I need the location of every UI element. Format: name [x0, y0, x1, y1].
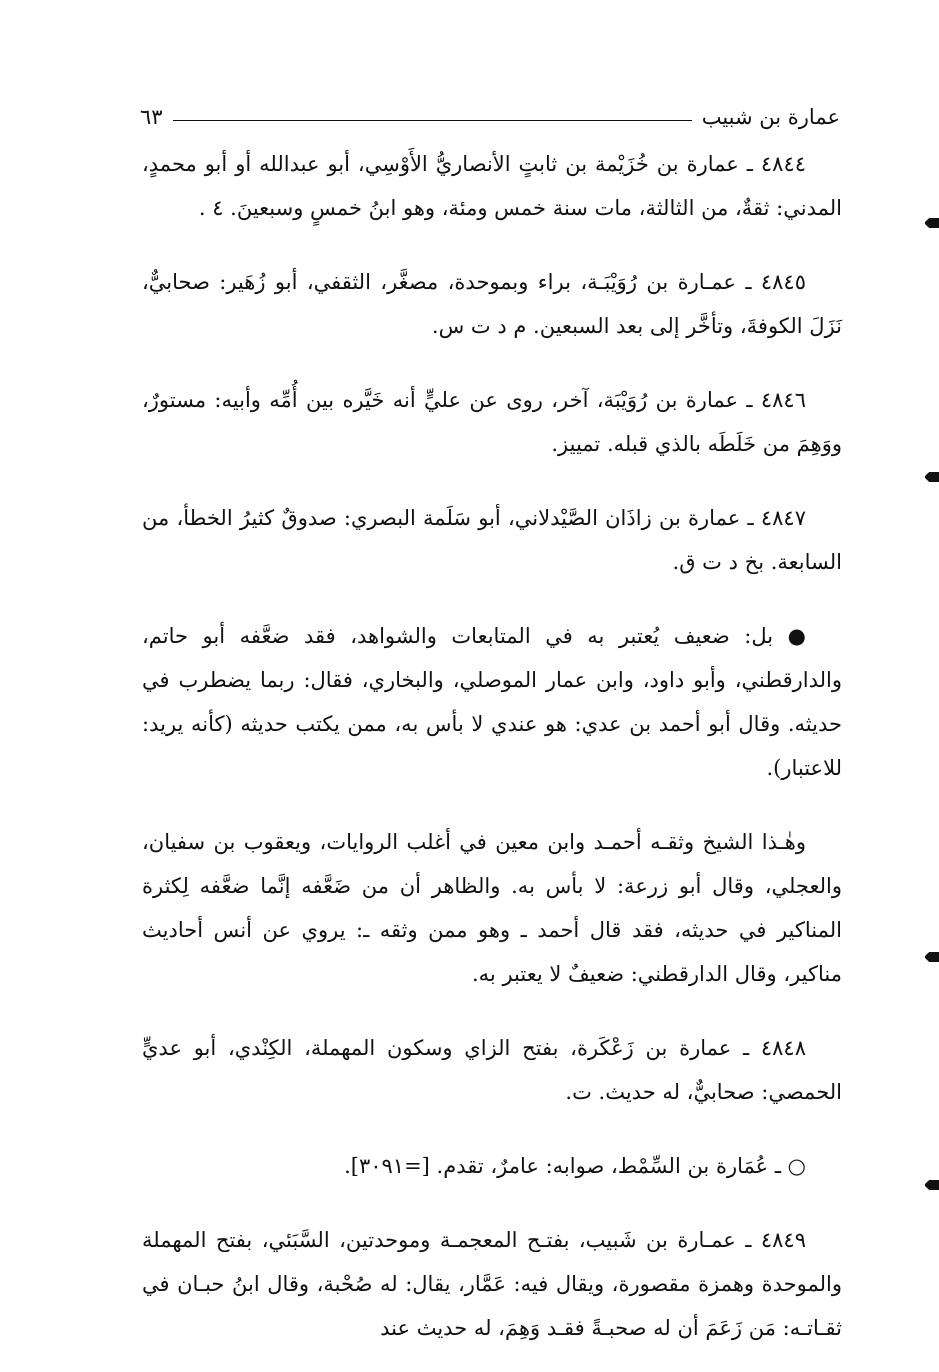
entry-4849: ٤٨٤٩ ـ عمـارة بن شَبيب، بفتـح المعجمـة وموحدتين، السَّبَئي، بفتح المهملة والموحدة وهمزة مقصورة، ويقال فيه: عَمَّار، يقال: له صُحْبة، وقال ابنُ حبـان في ثقـاتـه: مَن زَعَمَ أن له صحبـةً فقـد وَهِمَ، له حديث عند — [142, 1228, 842, 1340]
header-rule — [173, 120, 692, 121]
commentary-paragraph-2: وهٰـذا الشيخ وثقـه أحمـد وابن معين في أغلب الروايات، ويعقوب بن سفيان، والعجلي، وقال أبو زرعة: لا بأس به. والظاهر أن من ضَعَّفه إنَّما ضعَّفه لِكثرة المناكير في حديثه، فقد قال أحمد ـ وهو ممن وثقه ـ: يروي عن أنس أحاديث مناكير، وقال الدارقطني: ضعيفٌ لا يعتبر به. — [142, 830, 842, 986]
cross-reference-entry: ○ ـ عُمَارة بن السِّمْط، صوابه: عامرٌ، تقدم. [=٣٠٩١]. — [344, 1154, 806, 1178]
page-number: ٦٣ — [140, 105, 163, 129]
entry-4847: ٤٨٤٧ ـ عمارة بن زاذَان الصَّيْدلاني، أبو سَلَمة البصري: صدوقٌ كثيرُ الخطأ، من السابعة. بخ د ت ق. — [142, 506, 842, 574]
entry-4848: ٤٨٤٨ ـ عمارة بن زَعْكَرة، بفتح الزاي وسكون المهملة، الكِنْدي، أبو عديٍّ الحمصي: صحابيٌّ، له حديث. ت. — [142, 1036, 842, 1104]
entry-4845: ٤٨٤٥ ـ عمـارة بن رُوَيْبَـة، براء وبموحدة، مصغَّر، الثقفي، أبو زُهَير: صحابيٌّ، نَزَلَ الكوفةَ، وتأخَّر إلى بعد السبعين. م د ت س. — [142, 270, 842, 338]
margin-marker — [925, 218, 939, 228]
commentary-paragraph-1: ● بل: ضعيف يُعتبر به في المتابعات والشواهد، فقد ضعَّفه أبو حاتم، والدارقطني، وأبو داود، وابن عمار الموصلي، والبخاري، فقال: ربما يضطرب في حديثه. وقال أبو أحمد بن عدي: هو عندي لا بأس به، ممن يكتب حديثه (كأنه يريد: للاعتبار). — [142, 624, 842, 780]
margin-marker — [925, 952, 939, 962]
page-header — [140, 100, 840, 134]
margin-marker — [925, 472, 939, 482]
entry-4846: ٤٨٤٦ ـ عمارة بن رُوَيْبَة، آخر، روى عن عليٍّ أنه خَيَّره بين أُمِّه وأبيه: مستورٌ، ووَهِمَ من خَلَطَه بالذي قبله. تمييز. — [142, 388, 842, 456]
page-body — [142, 142, 842, 1372]
margin-marker — [925, 1180, 939, 1190]
running-title: عمارة بن شبيب — [701, 105, 840, 129]
entry-4844: ٤٨٤٤ ـ عمارة بن خُزَيْمة بن ثابتٍ الأنصاريُّ الأَوْسِي، أبو عبدالله أو أبو محمدٍ، المدني: ثقةٌ، من الثالثة، مات سنة خمس ومئة، وهو ابنُ خمسٍ وسبعينَ. ٤ . — [142, 152, 842, 220]
